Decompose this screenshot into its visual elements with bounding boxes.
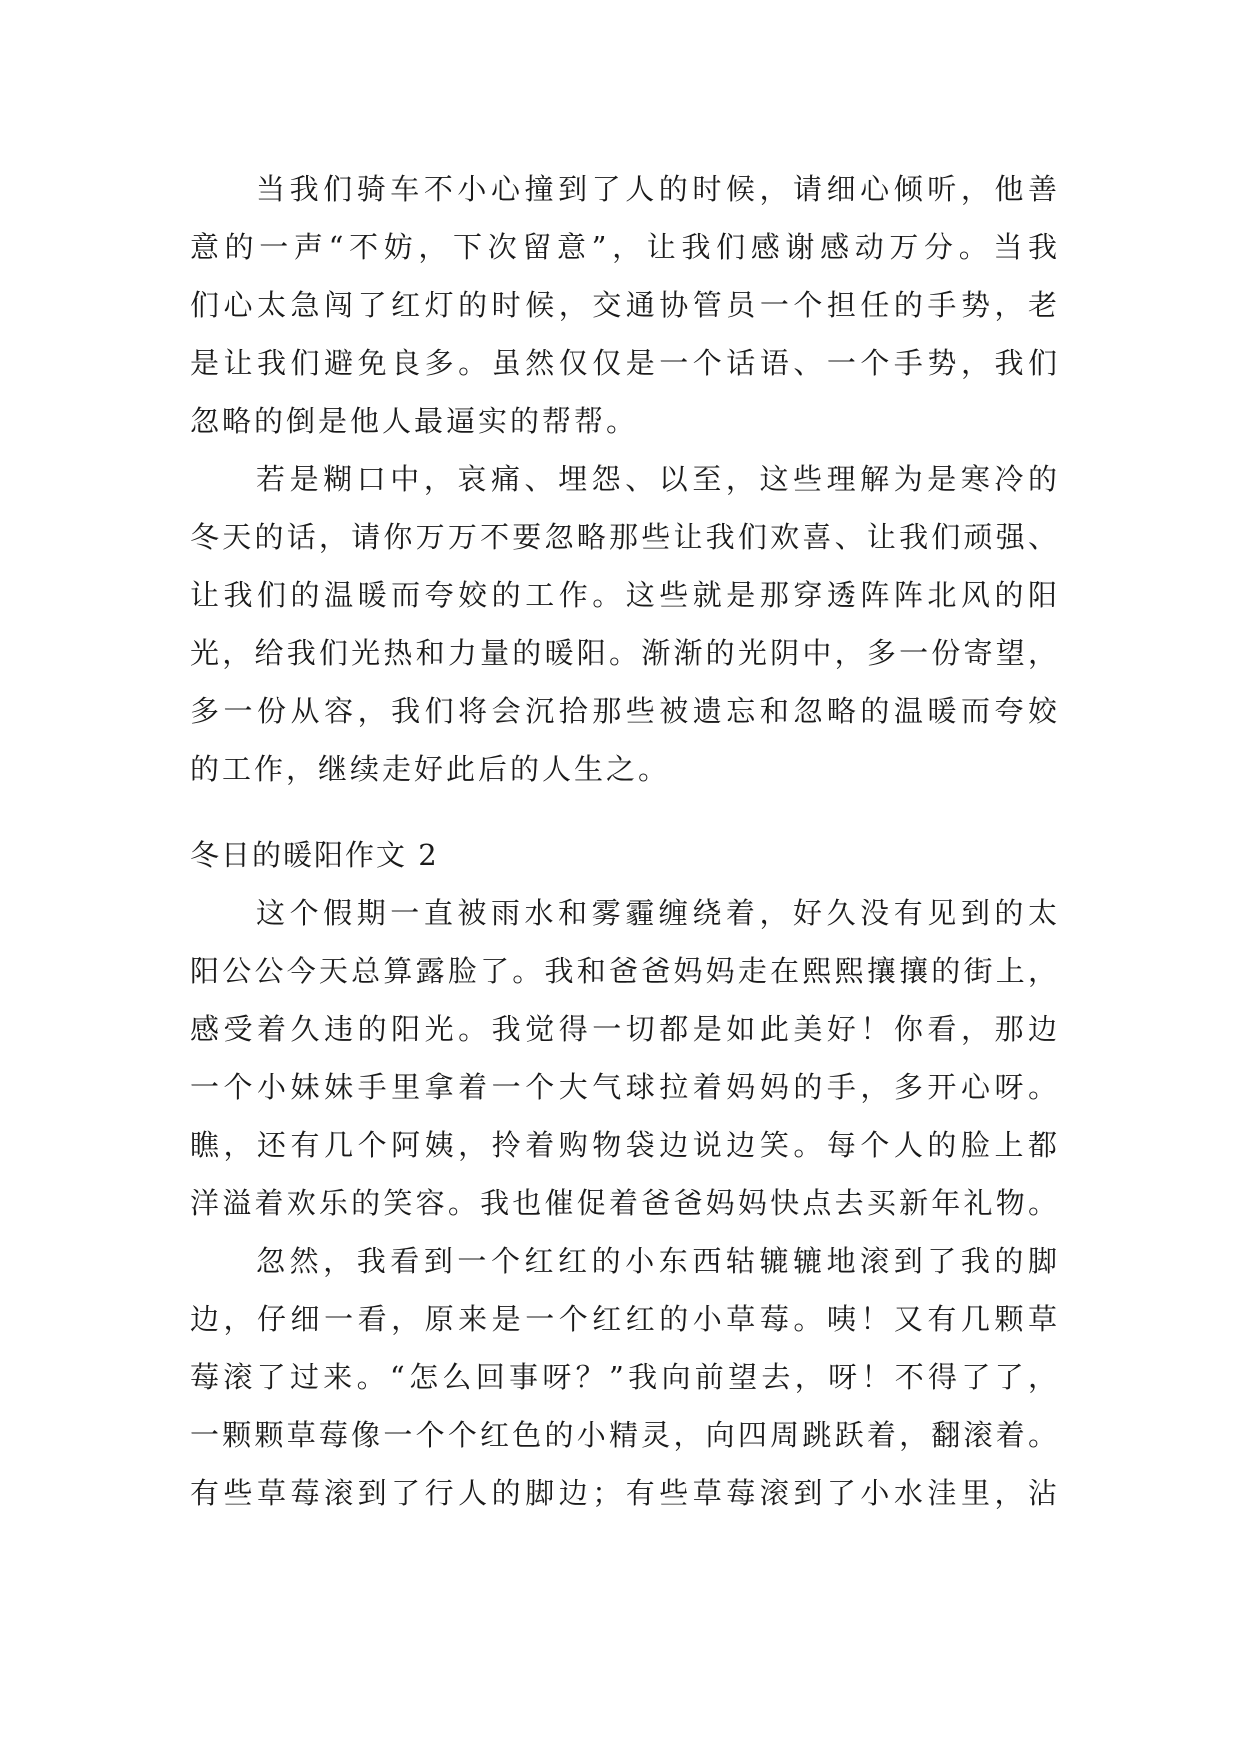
line-text: 忽略的倒是他人最逼实的帮帮。: [190, 404, 639, 438]
line-text: 若是糊口中，哀痛、埋怨、以至，这些理解为是寒冷的: [256, 462, 1060, 496]
line-text: 是让我们避免良多。虽然仅仅是一个话语、一个手势，我们: [190, 346, 1060, 380]
text-line: [190, 450, 1060, 508]
line-text: 冬天的话，请你万万不要忽略那些让我们欢喜、让我们顽强、: [190, 520, 1060, 554]
text-line: [190, 1464, 1060, 1522]
line-text: 忽然，我看到一个红红的小东西轱辘辘地滚到了我的脚: [256, 1244, 1060, 1278]
line-text: 的工作，继续走好此后的人生之。: [190, 752, 671, 786]
line-text: 光，给我们光热和力量的暖阳。渐渐的光阴中，多一份寄望，: [190, 636, 1060, 670]
text-line: [190, 1232, 1060, 1290]
text-line: [190, 1000, 1060, 1058]
text-line: [190, 160, 1060, 218]
paragraph-1: [190, 160, 1060, 450]
line-text: 让我们的温暖而夸姣的工作。这些就是那穿透阵阵北风的阳: [190, 578, 1060, 612]
text-line: [190, 218, 1060, 276]
text-line: [190, 1348, 1060, 1406]
section-heading: 冬日的暖阳作文 2: [190, 838, 439, 872]
line-text: 洋溢着欢乐的笑容。我也催促着爸爸妈妈快点去买新年礼物。: [190, 1186, 1060, 1220]
text-line: [190, 392, 1060, 450]
line-text: 当我们骑车不小心撞到了人的时候，请细心倾听，他善: [256, 172, 1060, 206]
line-text: 有些草莓滚到了行人的脚边；有些草莓滚到了小水洼里，沾: [190, 1476, 1060, 1510]
line-text: 一颗颗草莓像一个个红色的小精灵，向四周跳跃着，翻滚着。: [190, 1418, 1060, 1452]
line-text: 们心太急闯了红灯的时候，交通协管员一个担任的手势，老: [190, 288, 1060, 322]
line-text: 感受着久违的阳光。我觉得一切都是如此美好！你看，那边: [190, 1012, 1060, 1046]
text-line: [190, 1116, 1060, 1174]
text-line: [190, 682, 1060, 740]
text-line: [190, 276, 1060, 334]
text-line: [190, 1290, 1060, 1348]
line-text: 边，仔细一看，原来是一个红红的小草莓。咦！又有几颗草: [190, 1302, 1060, 1336]
paragraph-2: [190, 450, 1060, 798]
text-line: [190, 334, 1060, 392]
text-line: [190, 508, 1060, 566]
line-text: 莓滚了过来。“怎么回事呀？”我向前望去，呀！不得了了，: [190, 1360, 1060, 1394]
text-line: [190, 942, 1060, 1000]
line-text: 这个假期一直被雨水和雾霾缠绕着，好久没有见到的太: [256, 896, 1060, 930]
text-line: [190, 1406, 1060, 1464]
line-text: 多一份从容，我们将会沉拾那些被遗忘和忽略的温暖而夸姣: [190, 694, 1060, 728]
line-text: 瞧，还有几个阿姨，拎着购物袋边说边笑。每个人的脸上都: [190, 1128, 1060, 1162]
text-line: [190, 740, 1060, 798]
text-line: [190, 566, 1060, 624]
text-line: [190, 1174, 1060, 1232]
text-line: [190, 1058, 1060, 1116]
line-text: 阳公公今天总算露脸了。我和爸爸妈妈走在熙熙攘攘的街上，: [190, 954, 1060, 988]
paragraph-4: [190, 1232, 1060, 1522]
text-line: [190, 884, 1060, 942]
paragraph-3: [190, 884, 1060, 1232]
line-text: 一个小妹妹手里拿着一个大气球拉着妈妈的手，多开心呀。: [190, 1070, 1060, 1104]
text-line: [190, 624, 1060, 682]
line-text: 意的一声“不妨，下次留意”，让我们感谢感动万分。当我: [190, 230, 1060, 264]
